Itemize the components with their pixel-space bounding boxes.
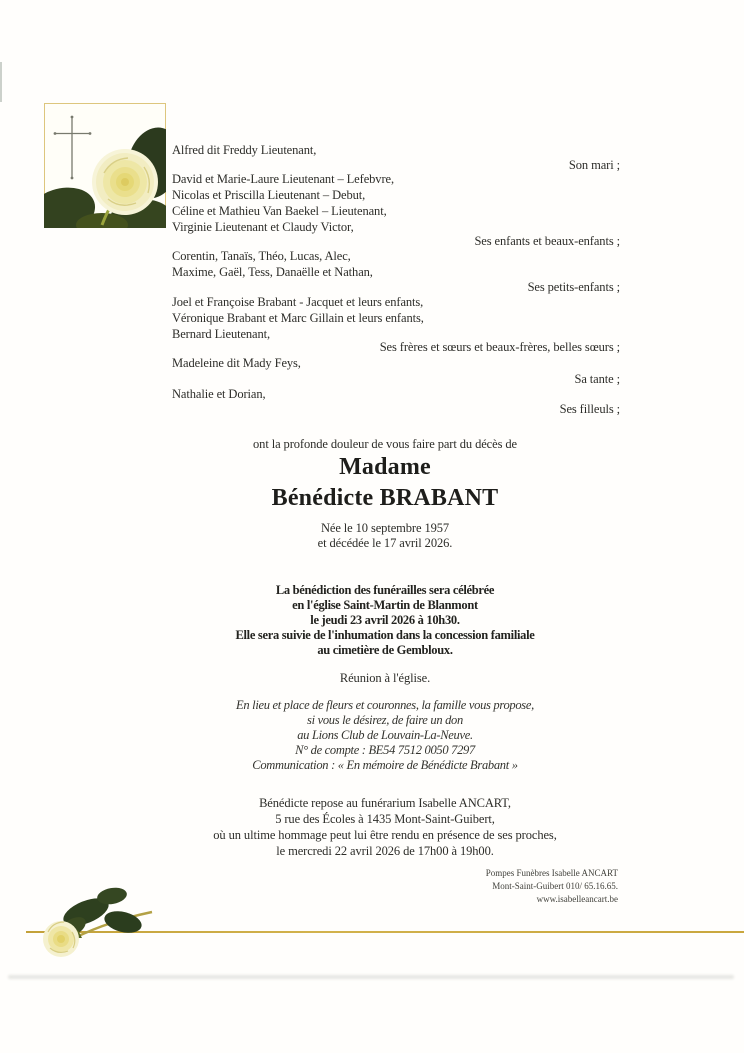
family-line: Véronique Brabant et Marc Gillain et leurs enfants, bbox=[172, 311, 424, 325]
relation-label: Ses enfants et beaux-enfants ; bbox=[474, 234, 620, 248]
relation-label: Ses petits-enfants ; bbox=[527, 280, 620, 294]
family-line: Nathalie et Dorian, bbox=[172, 387, 266, 401]
family-line: Bernard Lieutenant, bbox=[172, 327, 271, 341]
family-line: Nicolas et Priscilla Lieutenant – Debut, bbox=[172, 188, 366, 202]
family-line: Corentin, Tanaïs, Théo, Lucas, Alec, bbox=[172, 249, 351, 263]
meeting-note: Réunion à l'église. bbox=[339, 671, 431, 685]
family-line: Madeleine dit Mady Feys, bbox=[172, 356, 301, 370]
visitation-line: le mercredi 22 avril 2026 de 17h00 à 19h00. bbox=[276, 844, 494, 858]
family-line: Joel et Françoise Brabant - Jacquet et leurs enfants, bbox=[172, 295, 424, 309]
donation-line: si vous le désirez, de faire un don bbox=[307, 713, 463, 727]
relation-label: Ses filleuls ; bbox=[559, 402, 620, 416]
deceased-title: Madame bbox=[339, 454, 431, 480]
ceremony-line: le jeudi 23 avril 2026 à 10h30. bbox=[310, 613, 460, 627]
ceremony-line: La bénédiction des funérailles sera célébrée bbox=[275, 583, 495, 597]
family-line: Maxime, Gaël, Tess, Danaëlle et Nathan, bbox=[172, 265, 373, 279]
deceased-name: Bénédicte BRABANT bbox=[271, 485, 499, 511]
visitation-line: 5 rue des Écoles à 1435 Mont-Saint-Guibert, bbox=[275, 812, 495, 826]
birth-date: Née le 10 septembre 1957 bbox=[320, 521, 450, 535]
ceremony-line: au cimetière de Gembloux. bbox=[317, 643, 453, 657]
donation-communication: Communication : « En mémoire de Bénédicte Brabant » bbox=[252, 758, 518, 772]
visitation-line: où un ultime hommage peut lui être rendu en présence de ses proches, bbox=[213, 828, 557, 842]
relation-label: Son mari ; bbox=[568, 158, 620, 172]
visitation-line: Bénédicte repose au funérarium Isabelle ANCART, bbox=[259, 796, 511, 810]
ceremony-line: Elle sera suivie de l'inhumation dans la concession familiale bbox=[235, 628, 535, 642]
rose-icon bbox=[28, 882, 158, 960]
scan-shadow bbox=[8, 975, 734, 979]
relation-label: Ses frères et sœurs et beaux-frères, belles sœurs ; bbox=[379, 340, 620, 354]
ceremony-line: en l'église Saint-Martin de Blanmont bbox=[292, 598, 478, 612]
funeral-home-phone: Mont-Saint-Guibert 010/ 65.16.65. bbox=[492, 881, 618, 891]
family-line: Virginie Lieutenant et Claudy Victor, bbox=[172, 220, 354, 234]
donation-line: En lieu et place de fleurs et couronnes, la famille vous propose, bbox=[236, 698, 534, 712]
relation-label: Sa tante ; bbox=[574, 372, 620, 386]
family-line: Alfred dit Freddy Lieutenant, bbox=[172, 143, 317, 157]
family-line: David et Marie-Laure Lieutenant – Lefebvre, bbox=[172, 172, 394, 186]
funeral-home-name: Pompes Funèbres Isabelle ANCART bbox=[485, 868, 618, 878]
donation-line: au Lions Club de Louvain-La-Neuve. bbox=[297, 728, 473, 742]
death-date: et décédée le 17 avril 2026. bbox=[317, 536, 453, 550]
scan-artifact bbox=[0, 62, 2, 102]
donation-account: N° de compte : BE54 7512 0050 7297 bbox=[295, 743, 475, 757]
family-line: Céline et Mathieu Van Baekel – Lieutenant, bbox=[172, 204, 387, 218]
funeral-home-website: www.isabelleancart.be bbox=[536, 894, 618, 904]
announcement-intro: ont la profonde douleur de vous faire part du décès de bbox=[253, 437, 517, 451]
